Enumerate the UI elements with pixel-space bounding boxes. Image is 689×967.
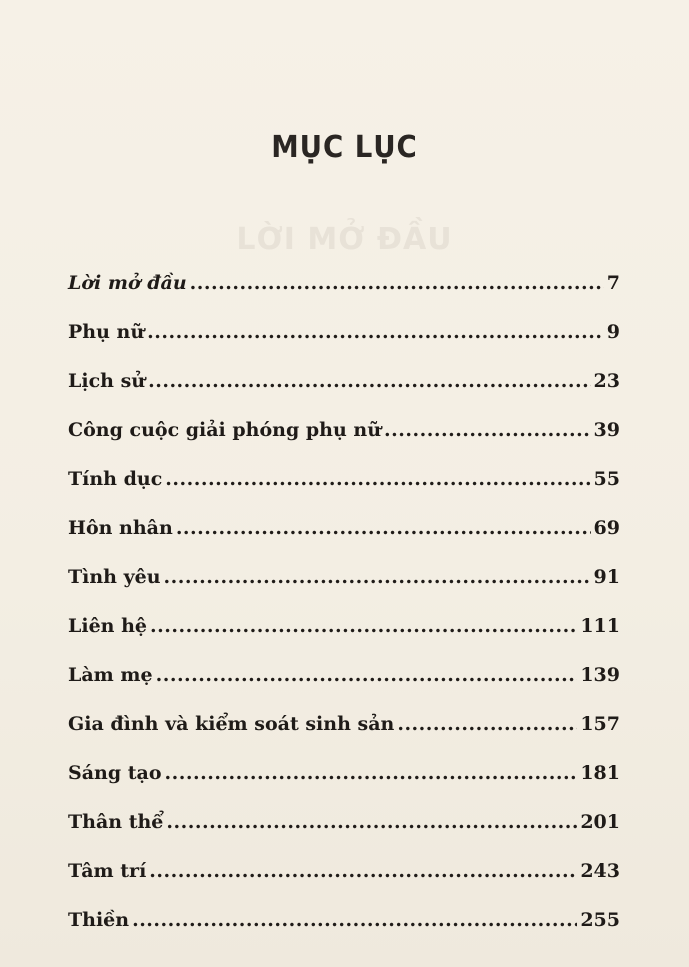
toc-entry [68, 762, 620, 811]
toc-entry-page-number: 91 [593, 566, 620, 588]
dot-leader [397, 713, 577, 735]
dot-leader [176, 517, 591, 539]
toc-entry-page-number: 7 [606, 272, 620, 294]
toc-entry-page-number: 9 [606, 321, 620, 343]
toc-entry [68, 468, 620, 517]
toc-entry-page-number: 243 [580, 860, 620, 882]
toc-entry-page-number: 201 [580, 811, 620, 833]
toc-entry-title: Lời mở đầu [68, 272, 187, 294]
toc-entry-title: Sáng tạo [68, 762, 162, 784]
toc-entry [68, 615, 620, 664]
toc-entry-title: Phụ nữ [68, 321, 145, 343]
toc-entry-title: Lịch sử [68, 370, 146, 392]
toc-entry-title: Hôn nhân [68, 517, 173, 539]
dot-leader [149, 860, 577, 882]
toc-entry [68, 566, 620, 615]
page-title: MỤC LỤC [271, 130, 418, 165]
toc-entry-title: Công cuộc giải phóng phụ nữ [68, 419, 382, 441]
bleed-through-title: LỜI MỞ ĐẦU [236, 222, 453, 257]
table-of-contents [68, 272, 620, 958]
dot-leader [156, 664, 578, 686]
toc-entry-title: Tình yêu [68, 566, 161, 588]
toc-entry [68, 909, 620, 958]
toc-entry-page-number: 181 [580, 762, 620, 784]
toc-entry [68, 370, 620, 419]
toc-entry [68, 517, 620, 566]
dot-leader [166, 811, 577, 833]
toc-entry [68, 713, 620, 762]
toc-entry-page-number: 69 [593, 517, 620, 539]
toc-entry-title: Tâm trí [68, 860, 147, 882]
dot-leader [132, 909, 577, 931]
toc-entry-page-number: 111 [580, 615, 620, 637]
dot-leader [164, 566, 591, 588]
toc-entry [68, 860, 620, 909]
toc-entry-title: Gia đình và kiểm soát sinh sản [68, 713, 395, 735]
toc-entry-title: Thiền [68, 909, 130, 931]
toc-entry-page-number: 255 [580, 909, 620, 931]
toc-entry-page-number: 39 [593, 419, 620, 441]
dot-leader [165, 762, 578, 784]
toc-entry-page-number: 139 [580, 664, 620, 686]
toc-entry-page-number: 23 [593, 370, 620, 392]
toc-entry [68, 419, 620, 468]
dot-leader [148, 370, 590, 392]
toc-entry [68, 272, 620, 321]
toc-entry-title: Tính dục [68, 468, 163, 490]
toc-entry-page-number: 157 [580, 713, 620, 735]
dot-leader [165, 468, 590, 490]
toc-entry-title: Liên hệ [68, 615, 147, 637]
toc-entry-title: Làm mẹ [68, 664, 153, 686]
dot-leader [147, 321, 604, 343]
dot-leader [150, 615, 577, 637]
toc-entry-title: Thân thể [68, 811, 164, 833]
toc-entry [68, 811, 620, 860]
dot-leader [190, 272, 604, 294]
toc-entry [68, 321, 620, 370]
toc-entry-page-number: 55 [593, 468, 620, 490]
dot-leader [384, 419, 591, 441]
toc-entry [68, 664, 620, 713]
